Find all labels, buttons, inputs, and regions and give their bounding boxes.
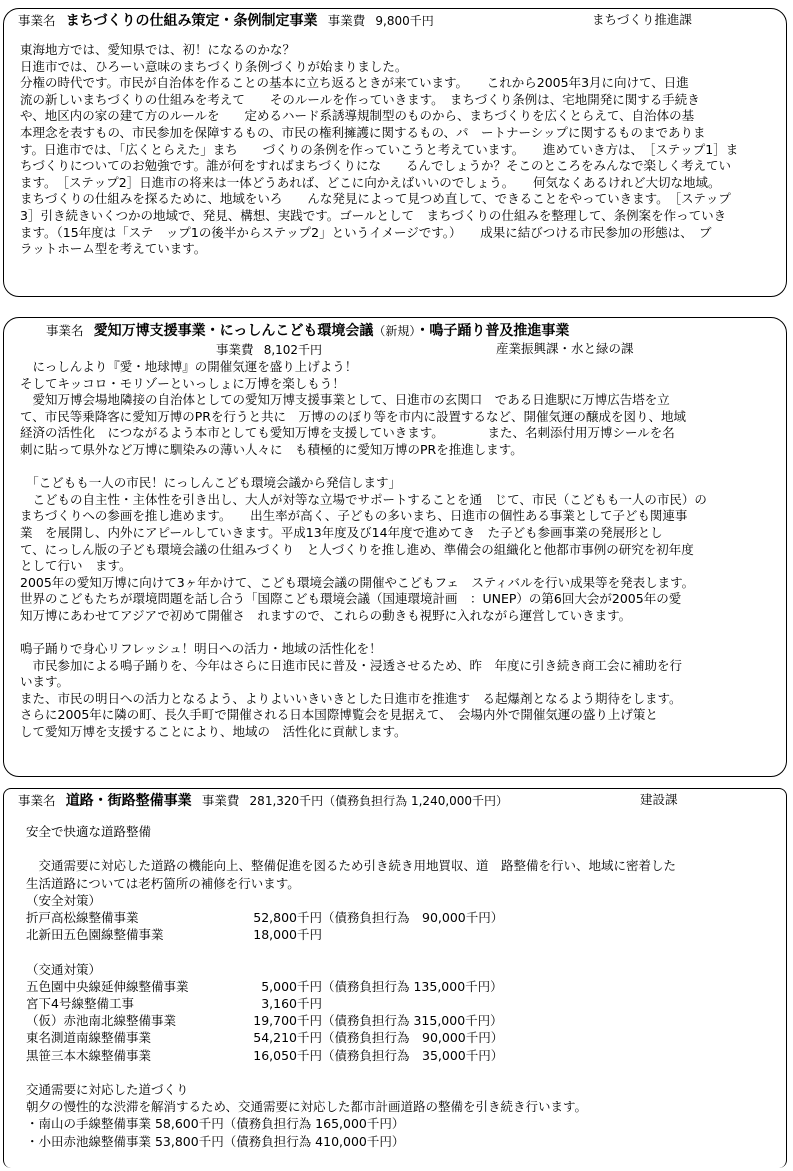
text-line: として行い ます。 [20, 558, 132, 574]
text-line: まちづくりへの参画を推し進めます。 出生率が高く、子どもの多いまち、日進市の個性ある事業として子ども関連事 [20, 508, 688, 524]
new-tag: （新規） [373, 324, 416, 338]
text-line: まちづくりの仕組みを探るために、地域をいろ んな発見によって見つめ直して、できることをやっていきます。 ［ステップ [20, 191, 731, 207]
cost-label: 事業費 [327, 13, 366, 28]
cost-row [26, 909, 676, 926]
cost-row [26, 1047, 676, 1064]
blank-line [20, 459, 707, 476]
project-header [46, 321, 569, 340]
text-line: 東海地方では、愛知県では、初！になるのかな？ [20, 42, 296, 57]
text-line: 「こどもも一人の市民！にっしんこども環境会議から発信します」 [20, 475, 402, 491]
cost-row [26, 926, 676, 943]
text-line: ます。 ［ステップ2］日進市の将来は一体どうあれば、どこに向かえばいいのでしょう。 何気なくあるけれど大切な地域。 [20, 174, 721, 190]
item-cost: 3,160千円 [261, 996, 322, 1011]
project-name-label: 事業名 [18, 793, 56, 808]
text-line: 流の新しいまちづくりの仕組みを考えて そのルールを作っていきます。 まちづくり条例は、宅地開発に関する手続き [20, 91, 700, 107]
demand-heading: 交通需要に対応した道づくり [26, 1082, 189, 1097]
safety-list [26, 909, 676, 943]
traffic-list [26, 978, 676, 1064]
project-title-b: ・鳴子踊り普及推進事業 [415, 323, 570, 339]
cost-value: 281,320千円（債務負担行為 1,240,000千円） [249, 794, 509, 808]
safety-heading: （安全対策） [26, 892, 102, 908]
item-name: 東名測道南線整備事業 [26, 1030, 152, 1046]
text-line: さらに2005年に隣の町、長久手町で開催される日本国際博覧会を見据えて、 会場内外で開催気運の盛り上げ策と [20, 707, 658, 723]
item-name: 五色園中央線延伸線整備事業 [26, 978, 189, 994]
item-cost: 54,210千円 [253, 1030, 322, 1046]
cost-row [26, 995, 676, 1012]
demand-item: ・小田赤池線整備事業 53,800千円（債務負担行為 410,000千円） [26, 1133, 405, 1149]
cost-value: 8,102千円 [263, 343, 323, 357]
text-line: て、にっしん版の子ども環境会議の仕組みづくり と人づくりを推し進め、準備会の組織化と他都市事例の研究を初年度 [20, 541, 694, 557]
cost-label: 事業費 [201, 793, 240, 808]
text-line: や、地区内の家の建て方のルールを 定めるハード系誘導規制型のものから、まちづくりを広くとらえて、自治体の基 [20, 108, 695, 124]
demand-text: 朝夕の慢性的な渋滞を解消するため、交通需要に対応した都市計画道路の整備を引き続き行います。 [26, 1099, 588, 1115]
text-line: て、市民等乗降客に愛知万博のPRを行うと共に 万博ののぼり等を市内に設置するなど、開催気運の醸成を図り、地域 [20, 408, 686, 424]
text-line: います。 [20, 674, 70, 690]
item-debt: （債務負担行為 90,000千円） [322, 910, 504, 925]
text-line: 生活道路については老朽箇所の補修を行います。 [26, 875, 300, 891]
item-cost: 52,800千円 [253, 910, 322, 925]
cost-row [26, 1029, 676, 1046]
item-cost: 5,000千円 [261, 978, 322, 994]
project-title-a: 愛知万博支援事業・にっしんこども環境会議 [93, 323, 374, 339]
project-box-machizukuri [3, 8, 787, 297]
text-line: 経済の活性化 につながるよう本市としても愛知万博を支援していきます。 また、名刺添付用万博シールを名 [20, 425, 675, 441]
text-line: 本理念を表すもの、市民参加を保障するもの、市民の権利擁護に関するもの、パ ートナーシップに関するものまでありま [20, 124, 706, 140]
text-line: 知万博にあわせてアジアで初めて開催さ れますので、これらの動きも視野に入れながら運営していきます。 [20, 607, 632, 623]
text-line: 3］引き続きいくつかの地域で、発見、構想、実践です。ゴールとして まちづくりの仕組みを整理して、条例案を作っていき [20, 207, 727, 223]
project-name-label: 事業名 [18, 13, 56, 28]
item-name: 折戸高松線整備事業 [26, 910, 139, 925]
text-line: 愛知万博会場地隣接の自治体としての愛知万博支援事業として、日進市の玄関口 である日進駅に万博広告塔を立 [20, 392, 670, 408]
item-name: 北新田五色園線整備事業 [26, 927, 164, 943]
cost-row [26, 978, 676, 995]
project-title: 道路・街路整備事業 [65, 793, 192, 809]
text-line: 鳴子踊りで身心リフレッシュ！明日への活力・地域の活性化を！ [20, 641, 382, 657]
item-cost: 19,700千円 [253, 1013, 322, 1029]
item-debt: （債務負担行為 135,000千円） [322, 978, 503, 994]
text-line: にっしんより『愛・地球博』の開催気運を盛り上げよう！ [20, 359, 358, 374]
text-line: す。日進市では、「広くとらえた」まち づくりの条例を作っていこうと考えています。 進めていき方は、 ［ステップ1］ま [20, 141, 739, 157]
project-description [20, 42, 738, 258]
text-line: ラットホーム型を考えています。 [20, 241, 207, 257]
cost-line [216, 340, 322, 359]
text-line: こどもの自主性・主体性を引き出し、大人が対等な立場でサポートすることを通 じて、市民（こどもも一人の市民）の [20, 491, 707, 507]
item-name: （仮）赤池南北線整備事業 [26, 1013, 177, 1029]
cost-label: 事業費 [216, 342, 254, 357]
item-debt: （債務負担行為 90,000千円） [322, 1030, 504, 1046]
item-name: 宮下4号線整備工事 [26, 996, 134, 1011]
section-heading: 安全で快適な道路整備 [26, 824, 152, 839]
text-line: ます。（15年度は「ステ ップ1の後半からステップ2」というイメージです。） 成果に結びつける市民参加の形態は、 ブ [20, 224, 712, 240]
text-line: 世界のこどもたちが環境問題を話し合う「国際こども環境会議（国連環境計画 ：UNEP）の第6回大会が2005年の愛 [20, 591, 682, 607]
item-debt: （債務負担行為 35,000千円） [322, 1047, 504, 1063]
text-line: ちづくりについてのお勉強です。誰が何をすればまちづくりにな るんでしょうか？そこのところをみんなで楽しく考えてい [20, 158, 732, 174]
project-header [18, 791, 508, 810]
text-line: また、市民の明日への活力となるよう、よりよいいきいきとした日進市を推進す る起爆剤となるよう期待をします。 [20, 690, 682, 706]
project-name-label: 事業名 [46, 323, 84, 338]
project-description [26, 823, 676, 1150]
text-line: 交通需要に対応した道路の機能向上、整備促進を図るため引き続き用地買収、道 路整備を行い、地域に密着した [26, 858, 677, 874]
text-line: 2005年の愛知万博に向けて3ヶ年かけて、こども環境会議の開催やこどもフェ スティバルを行い成果等を発表します。 [20, 574, 695, 590]
project-header [18, 11, 434, 30]
text-line: 分権の時代です。市民が自治体を作ることの基本に立ち返るときが来ています。 これから2005年3月に向けて、日進 [20, 75, 689, 91]
text-line: そしてキッコロ・モリゾーといっしょに万博を楽しもう！ [20, 375, 345, 391]
project-title: まちづくりの仕組み策定・条例制定事業 [65, 13, 318, 29]
project-box-expo [3, 317, 787, 777]
department: 産業振興課・水と緑の課 [496, 341, 634, 356]
text-line: して愛知万博を支援することにより、地域の 活性化に貢献します。 [20, 724, 407, 740]
department: 建設課 [640, 792, 678, 807]
blank-line [20, 625, 707, 642]
item-name: 黒笹三本木線整備事業 [26, 1047, 152, 1063]
department: まちづくり推進課 [592, 12, 692, 27]
traffic-heading: （交通対策） [26, 961, 102, 977]
text-line: 日進市では、ひろーい意味のまちづくり条例づくりが始まりました。 [20, 58, 408, 74]
text-line: 市民参加による鳴子踊りを、今年はさらに日進市民に普及・浸透させるため、昨 年度に引き続き商工会に補助を行 [20, 657, 683, 673]
item-debt: （債務負担行為 315,000千円） [322, 1013, 503, 1029]
project-box-roads [3, 788, 787, 1168]
cost-value: 9,800千円 [375, 14, 434, 28]
item-cost: 16,050千円 [253, 1047, 322, 1063]
text-line: 業 を展開し、内外にアピールしていきます。平成13年度及び14年度で進めてき た子ども参画事業の発展形とし [20, 524, 663, 540]
cost-row [26, 1012, 676, 1029]
demand-item: ・南山の手線整備事業 58,600千円（債務負担行為 165,000千円） [26, 1116, 405, 1132]
project-description [20, 359, 707, 741]
text-line: 刺に貼って県外など万博に馴染みの薄い人々に も積極的に愛知万博のPRを推進します。 [20, 441, 523, 457]
item-cost: 18,000千円 [253, 927, 322, 943]
